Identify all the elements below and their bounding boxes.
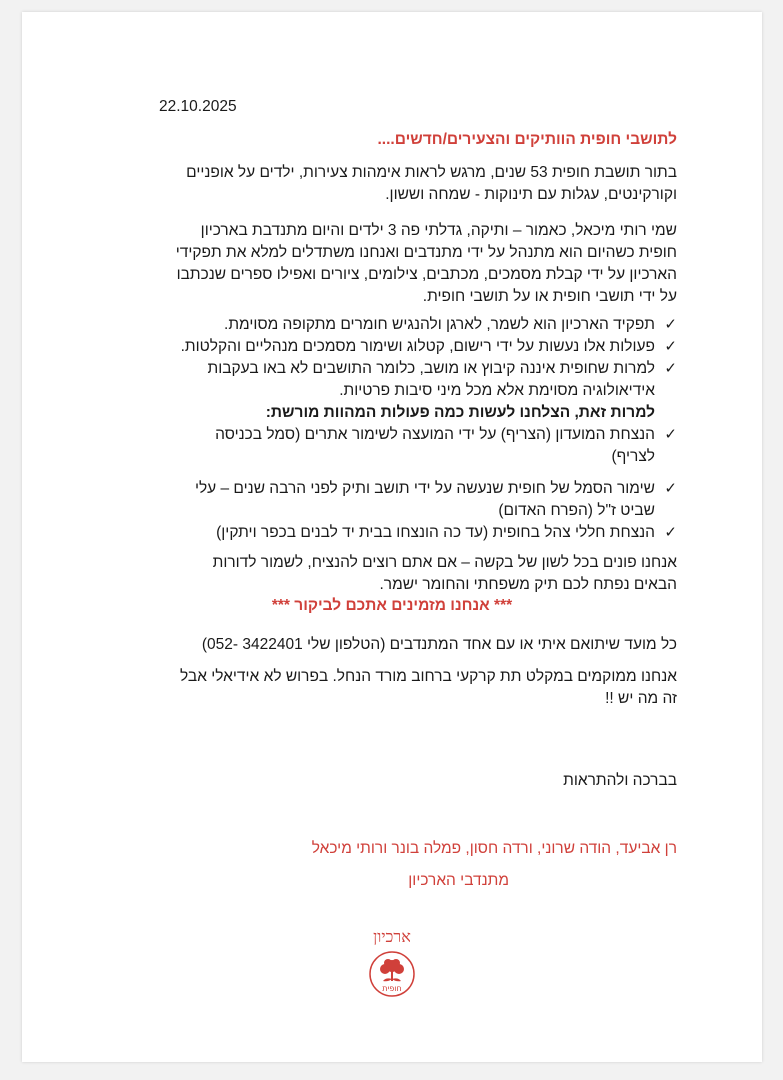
bullet-text: אידיאולוגיה מסוימת אלא מכל מיני סיבות פרטיות. <box>339 382 655 399</box>
contact-text: כל מועד שיתואם איתי או עם אחד המתנדבים (הטלפון שלי 3422401 -052) <box>201 636 677 653</box>
contact-line <box>102 634 677 656</box>
location-paragraph <box>102 666 677 710</box>
bullet-text: למרות שחופית איננה קיבוץ או מושב, כלומר התושבים לא באו בעקבות <box>207 360 655 377</box>
appeal-line: הבאים נפתח לכם תיק משפחתי והחומר ישמר. <box>379 576 677 593</box>
document-page <box>22 12 762 1062</box>
appeal-line: אנחנו פונים בכל לשון של בקשה – אם אתם רוצים להנציח, לשמור לדורות <box>212 554 677 571</box>
intro-line: וקורקינטים, עגלות עם תינוקות - שמחה וששון. <box>385 186 677 203</box>
check-icon: ✓ <box>664 316 677 333</box>
signatories: רן אביעד, הודה שרוני, ורדה חסון, פמלה בונר ורותי מיכאל <box>311 840 677 857</box>
about-line: הארכיון על ידי קבלת מסמכים, מכתבים, צילומים, ציורים ואפילו ספרים שנכתבו <box>176 266 677 283</box>
location-line: זה מה יש !! <box>605 690 677 707</box>
appeal-paragraph <box>102 552 677 596</box>
heritage-subheading: למרות זאת, הצלחנו לעשות כמה פעולות המהוות מורשת: <box>265 404 655 421</box>
flower-icon <box>380 959 404 981</box>
archive-bullets <box>102 314 677 544</box>
intro-paragraph <box>102 162 677 206</box>
list-item <box>102 402 677 424</box>
bullet-text: פעולות אלו נעשות על ידי רישום, קטלוג ושימור מסמכים מנהליים והקלטות. <box>180 338 655 355</box>
about-line: שמי רותי מיכאל, כאמור – ותיקה, גדלתי פה 3 ילדים והיום מתנדבת בארכיון <box>200 222 677 239</box>
list-item <box>102 522 677 544</box>
list-item <box>102 424 677 468</box>
bullet-text: שימור הסמל של חופית שנעשה על ידי תושב ותיק לפני הרבה שנים – עלי <box>194 480 655 497</box>
bullet-text: תפקיד הארכיון הוא לשמר, לארגן ולהנגיש חומרים מתקופה מסוימת. <box>224 316 655 333</box>
check-icon: ✓ <box>664 480 677 497</box>
list-item <box>102 314 677 336</box>
intro-line: בתור תושבת חופית 53 שנים, מרגש לראות אימהות צעירות, ילדים על אופניים <box>186 164 677 181</box>
closing-line <box>102 770 677 792</box>
closing-text: בברכה ולהתראות <box>563 772 677 789</box>
about-line: על ידי תושבי חופית או על תושבי חופית. <box>422 288 677 305</box>
list-item <box>102 358 677 402</box>
letter-heading: לתושבי חופית הוותיקים והצעירים/חדשים.... <box>377 131 677 148</box>
signatories-title: מתנדבי הארכיון <box>408 872 509 889</box>
invitation-line: *** אנחנו מזמינים אתכם לביקור *** <box>271 597 513 614</box>
check-icon: ✓ <box>664 360 677 377</box>
about-paragraph <box>102 220 677 308</box>
letter-date: 22.10.2025 <box>159 98 237 115</box>
location-line: אנחנו ממוקמים במקלט תת קרקעי ברחוב מורד הנחל. בפרוש לא אידיאלי אבל <box>180 668 677 685</box>
bullet-text: הנצחת המועדון (הצריף) על ידי המועצה לשימור אתרים (סמל בכניסה <box>215 426 655 443</box>
logo-top-text: ארכיון <box>373 927 411 946</box>
list-item <box>102 336 677 358</box>
bullet-text: הנצחת חללי צהל בחופית (עד כה הונצחו בבית יד לבנים בכפר ויתקין) <box>216 524 655 541</box>
check-icon: ✓ <box>664 426 677 443</box>
check-icon: ✓ <box>664 338 677 355</box>
about-line: חופית כשהיום הוא מתנהל על ידי מתנדבים ואנחנו משתדלים למלא את תפקידי <box>175 244 677 261</box>
archive-logo-graphic <box>357 924 427 1014</box>
check-icon: ✓ <box>664 524 677 541</box>
bullet-text: לצריף) <box>611 448 655 465</box>
list-item <box>102 478 677 522</box>
bullet-text: שביט ז"ל (הפרח האדום) <box>498 502 655 519</box>
logo-bottom-text: חופית <box>382 984 402 993</box>
archive-logo <box>357 924 427 1014</box>
